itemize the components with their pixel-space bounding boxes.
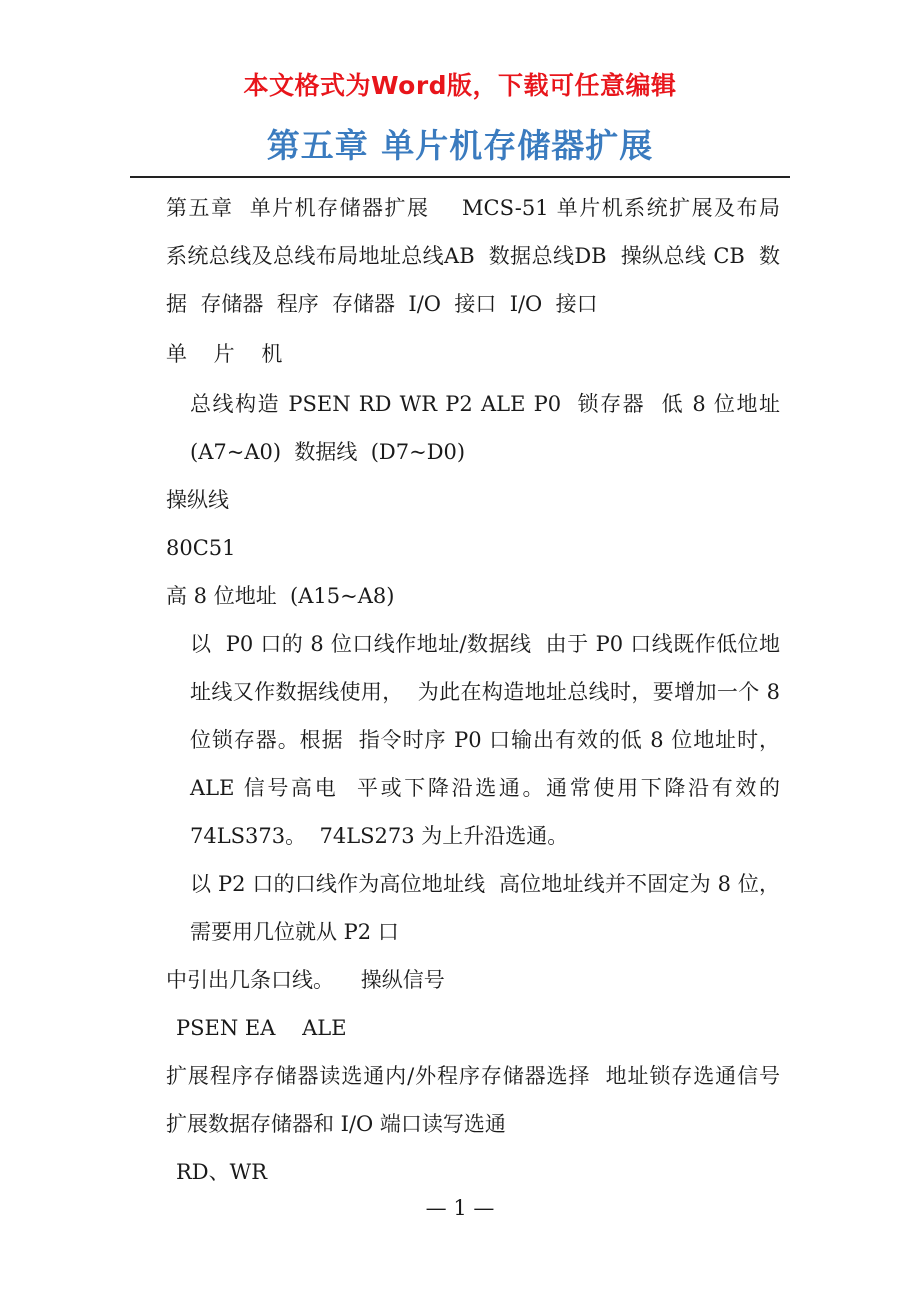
paragraph-control-signals: 中引出几条口线。 操纵信号 xyxy=(166,968,445,992)
page-title: 第五章 单片机存储器扩展 xyxy=(266,126,654,165)
paragraph-rd-wr: RD、WR xyxy=(176,1160,268,1184)
paragraph-signal-names: PSEN EA ALE xyxy=(176,1016,347,1040)
download-banner: 本文格式为Word版，下载可任意编辑 xyxy=(243,71,677,100)
paragraph-intro: 第五章 单片机存储器扩展 MCS-51 单片机系统扩展及布局 系统总线及总线布局地址总线AB 数据总线DB 操纵总线 CB 数据 存储器 程序 存储器 I/O 接口 I/O 接口 xyxy=(166,196,807,316)
paragraph-mcu-label: 单 片 机 xyxy=(166,342,293,366)
paragraph-chip-name: 80C51 xyxy=(166,536,236,560)
paragraph-high-address: 高 8 位地址 (A15~A8) xyxy=(166,584,395,608)
paragraph-bus-structure: 总线构造 PSEN RD WR P2 ALE P0 锁存器 低 8 位地址(A7~A0) 数据线 (D7~D0) xyxy=(190,392,780,464)
document-body xyxy=(140,184,807,1196)
page-number: — 1 — xyxy=(425,1196,495,1220)
paragraph-p0-port: 以 P0 口的 8 位口线作地址/数据线 由于 P0 口线既作低位地址线又作数据线使用， 为此在构造地址总线时，要增加一个 8 位锁存器。根据 指令时序 P0 口输出有效的低 8 位地址时，ALE 信号高电 平或下降沿选通。通常使用下降沿有效的 74LS373。 74LS273 为上升沿选通。 xyxy=(190,632,787,848)
paragraph-control-lines: 操纵线 xyxy=(166,488,229,512)
paragraph-signal-descriptions: 扩展程序存储器读选通内/外程序存储器选择 地址锁存选通信号 扩展数据存储器和 I/O 端口读写选通 xyxy=(166,1064,794,1136)
paragraph-p2-port: 以 P2 口的口线作为高位地址线 高位地址线并不固定为 8 位，需要用几位就从 P2 口 xyxy=(190,872,780,944)
title-divider xyxy=(130,176,790,178)
